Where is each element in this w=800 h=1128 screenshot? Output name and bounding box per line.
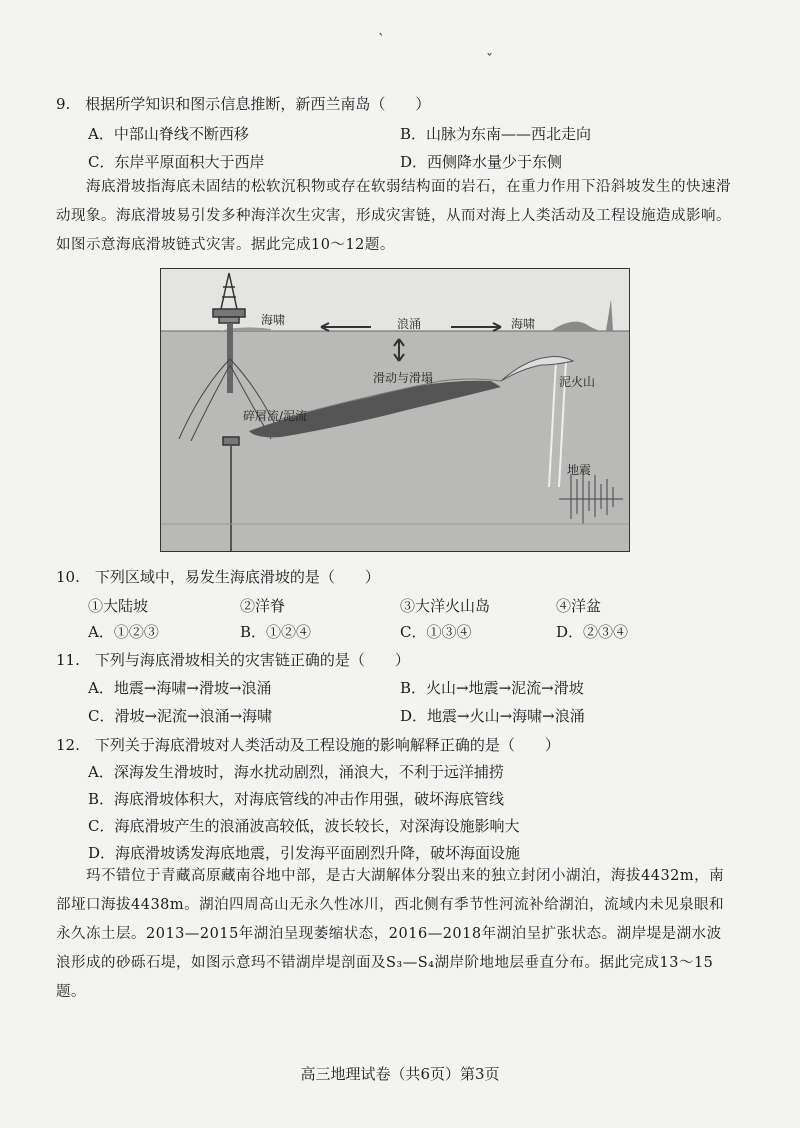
landslide-disaster-chain-figure	[160, 268, 630, 552]
q9-option-b[interactable]: B．山脉为东南——西北走向	[400, 125, 592, 143]
figure-label-mud-volcano: 泥火山	[559, 375, 596, 389]
q10-option-b[interactable]: B．①②④	[240, 623, 312, 641]
q10-choice-1: ①大陆坡	[88, 597, 149, 615]
stray-mark: `	[378, 32, 385, 48]
figure-drawing	[161, 269, 629, 551]
q10-choice-2: ②洋脊	[240, 597, 286, 615]
q11-option-c[interactable]: C．滑坡→泥流→浪涌→海啸	[88, 707, 273, 725]
figure-label-debris-flow: 碎屑流/泥流	[243, 409, 308, 423]
q10-choice-3: ③大洋火山岛	[400, 597, 491, 615]
q9-stem: 9. 根据所学知识和图示信息推断，新西兰南岛（ ）	[56, 95, 431, 113]
stray-mark: ˇ	[486, 52, 493, 68]
page-footer: 高三地理试卷（共6页）第3页	[300, 1065, 500, 1083]
q12-option-d[interactable]: D．海底滑坡诱发海底地震，引发海平面剧烈升降，破坏海面设施	[88, 844, 521, 862]
q12-option-c[interactable]: C．海底滑坡产生的浪涌波高较低，波长较长，对深海设施影响大	[88, 817, 520, 835]
figure-label-tsunami-left: 海啸	[261, 313, 286, 327]
q10-choice-4: ④洋盆	[556, 597, 602, 615]
q11-option-a[interactable]: A．地震→海啸→滑坡→浪涌	[88, 679, 272, 697]
q11-option-b[interactable]: B．火山→地震→泥流→滑坡	[400, 679, 584, 697]
q9-option-d[interactable]: D．西侧降水量少于东侧	[400, 153, 563, 171]
figure-label-earthquake: 地震	[567, 463, 592, 477]
q9-option-c[interactable]: C．东岸平原面积大于西岸	[88, 153, 265, 171]
figure-label-tsunami-right: 海啸	[511, 317, 536, 331]
q10-option-d[interactable]: D．②③④	[556, 623, 629, 641]
q12-option-b[interactable]: B．海底滑坡体积大，对海底管线的冲击作用强，破坏海底管线	[88, 790, 505, 808]
figure-label-slide: 滑动与滑塌	[373, 371, 434, 385]
intro-paragraph-landslide: 海底滑坡指海底未固结的松软沉积物或存在软弱结构面的岩石，在重力作用下沿斜坡发生的快速滑动现象。海底滑坡易引发多种海洋次生灾害，形成灾害链，从而对海上人类活动及工程设施造成影响。如图示意海底滑坡链式灾害。据此完成10～12题。	[56, 179, 731, 253]
intro-paragraph-lake: 玛不错位于青藏高原藏南谷地中部，是古大湖解体分裂出来的独立封闭小湖泊，海拔4432m，南部垭口海拔4438m。湖泊四周高山无永久性冰川，西北侧有季节性河流补给湖泊，流域内未见泉眼和永久冻土层。2013—2015年湖泊呈现萎缩状态，2016—2018年湖泊呈扩张状态。湖岸堤是湖水波浪形成的砂砾石堤，如图示意玛不错湖岸堤剖面及S₃—S₄湖岸阶地地层垂直分布。据此完成13～15题。	[56, 868, 725, 1000]
figure-label-surge: 浪涌	[397, 317, 422, 331]
q10-stem: 10. 下列区域中，易发生海底滑坡的是（ ）	[56, 568, 380, 586]
q12-option-a[interactable]: A．深海发生滑坡时，海水扰动剧烈，涌浪大，不利于远洋捕捞	[88, 763, 504, 781]
q10-option-a[interactable]: A．①②③	[88, 623, 159, 641]
q11-stem: 11. 下列与海底滑坡相关的灾害链正确的是（ ）	[56, 651, 410, 669]
q11-option-d[interactable]: D．地震→火山→海啸→浪涌	[400, 707, 585, 725]
q9-option-a[interactable]: A．中部山脊线不断西移	[88, 125, 249, 143]
q12-stem: 12. 下列关于海底滑坡对人类活动及工程设施的影响解释正确的是（ ）	[56, 736, 560, 754]
q10-option-c[interactable]: C．①③④	[400, 623, 472, 641]
